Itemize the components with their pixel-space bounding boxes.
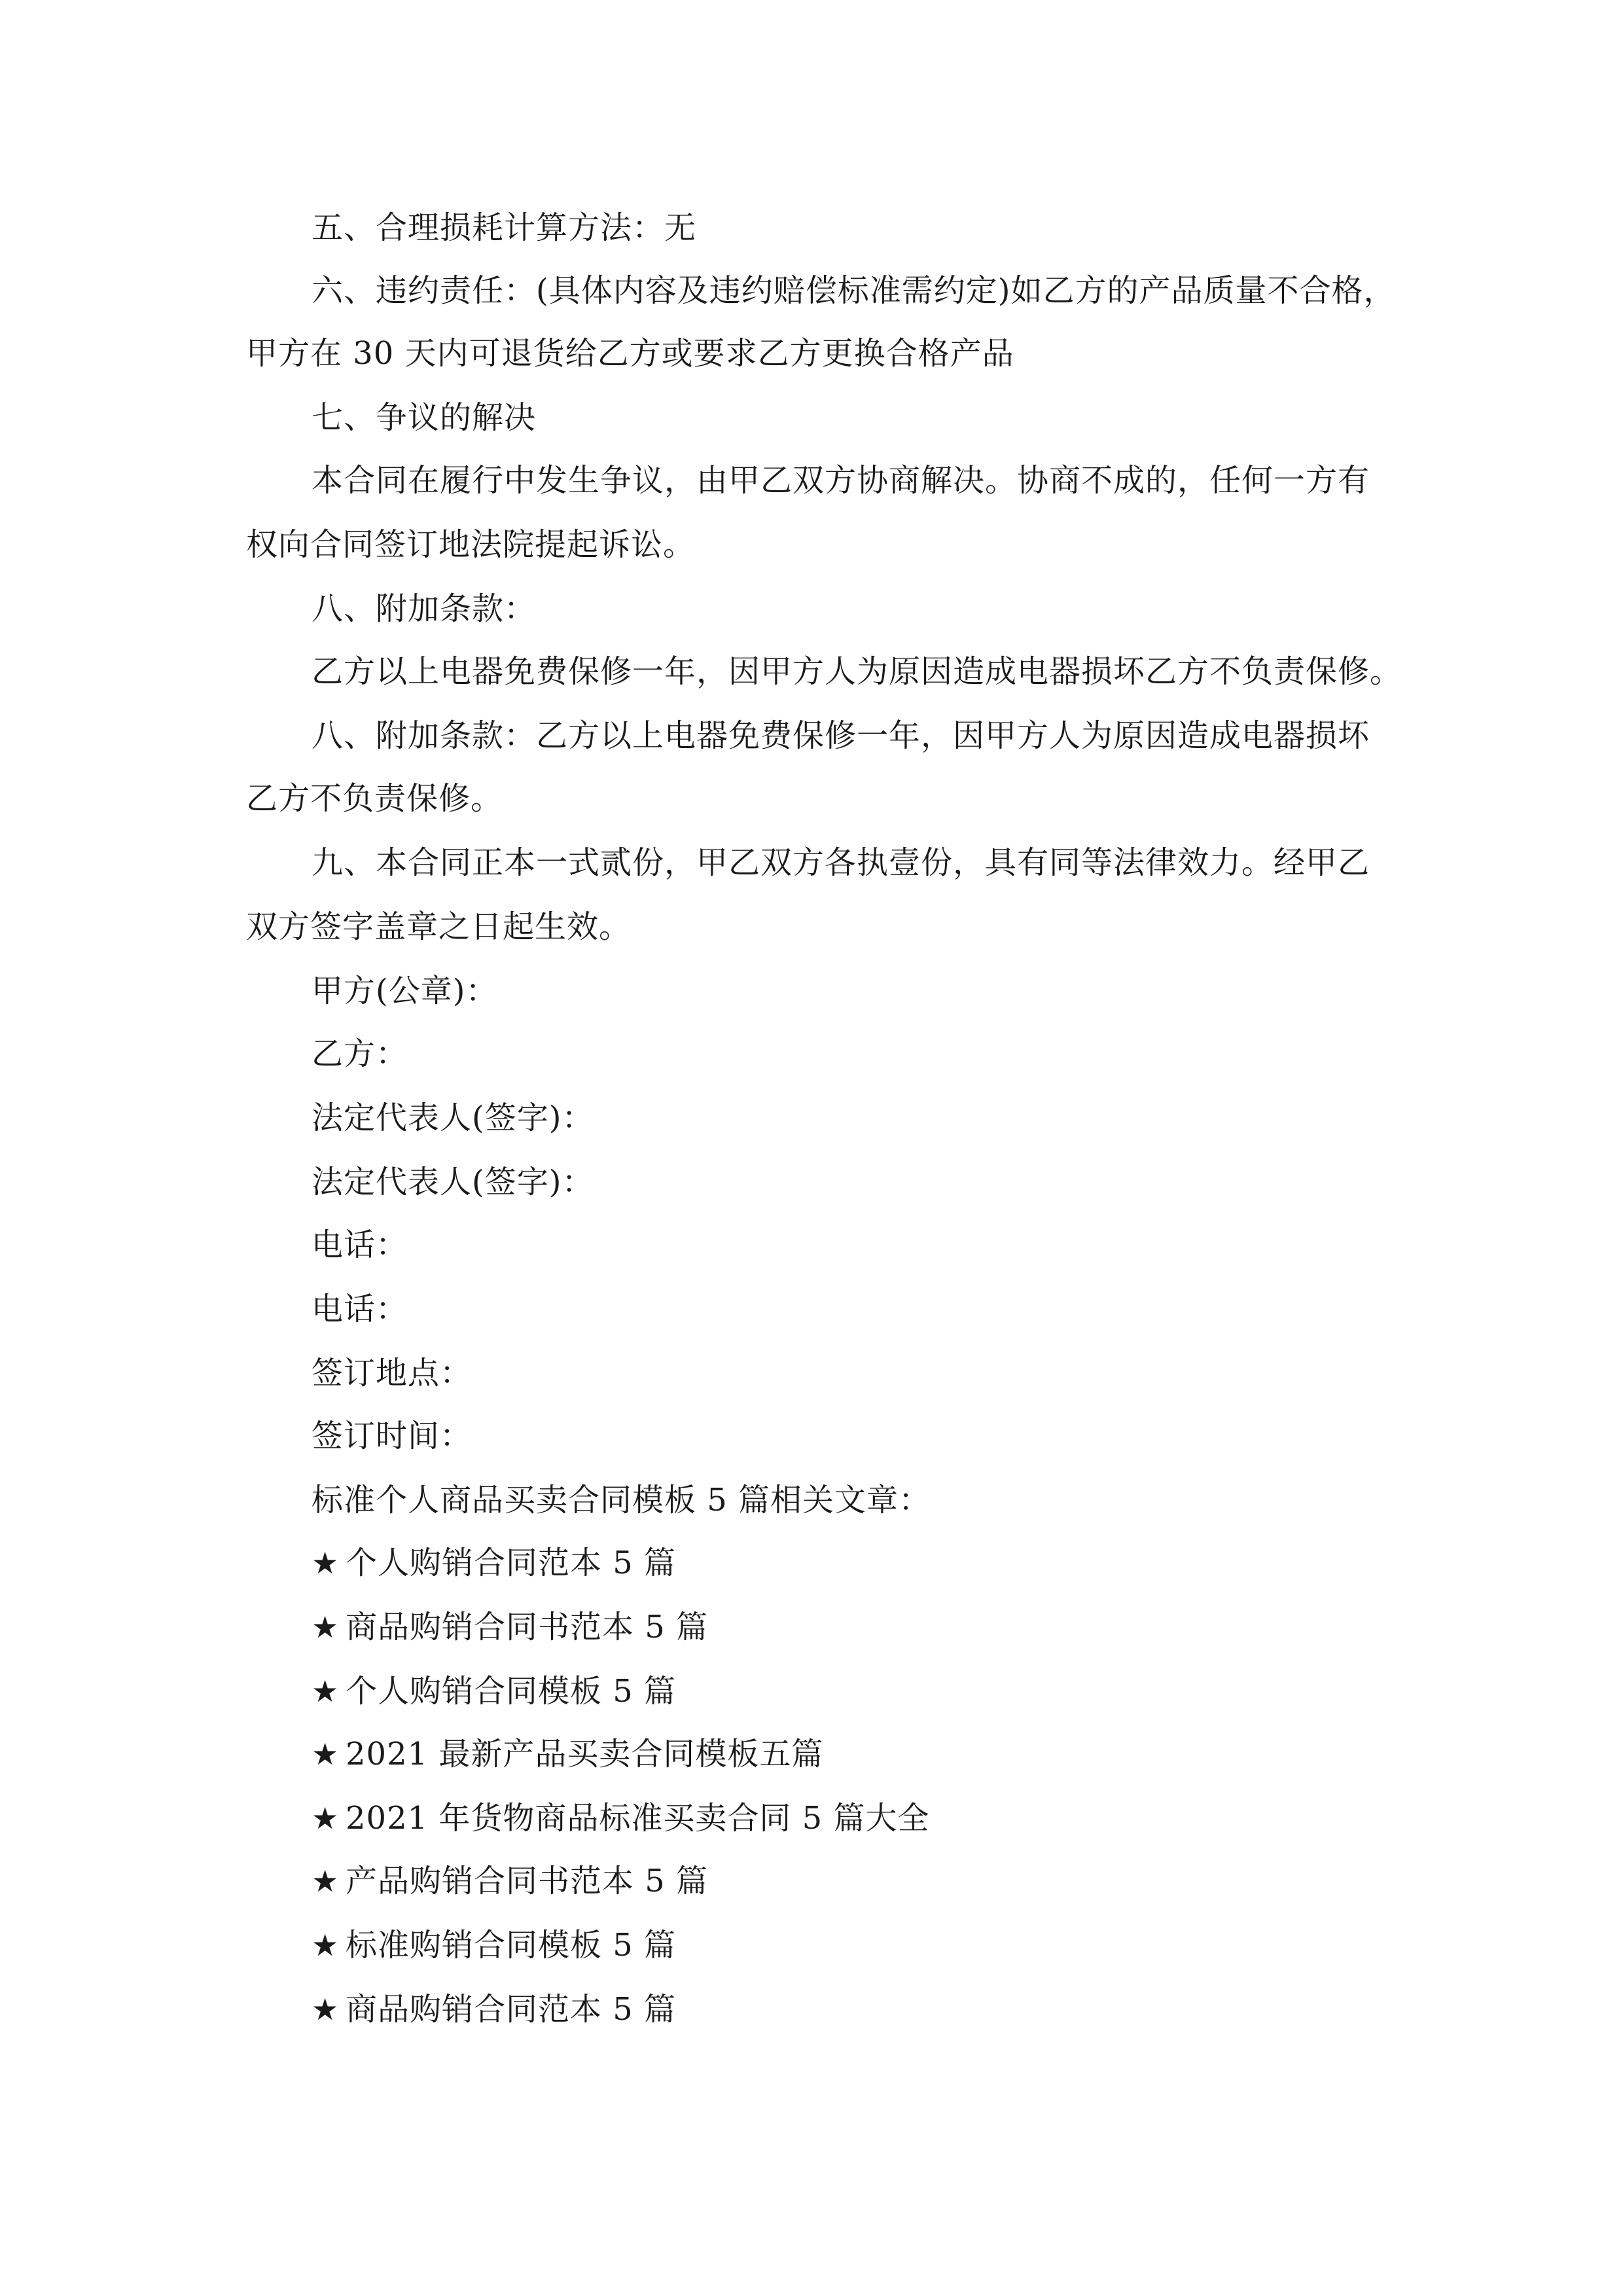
related-link[interactable] [312,1607,708,1647]
related-articles-heading: 标准个人商品买卖合同模板 5 篇相关文章： [312,1482,931,1518]
star-icon: ★ [312,1863,340,1899]
related-link-label[interactable]: 产品购销合同书范本 5 篇 [346,1863,709,1899]
signing-place-field: 签订地点： [312,1355,473,1391]
related-link-label[interactable]: 个人购销合同范本 5 篇 [346,1545,677,1581]
star-icon: ★ [312,1674,340,1709]
related-link-label[interactable]: 商品购销合同范本 5 篇 [346,1991,677,2028]
star-icon: ★ [312,1992,340,2027]
star-icon: ★ [312,1736,340,1772]
related-link-label[interactable]: 标准购销合同模板 5 篇 [346,1927,677,1964]
legal-rep-signature-field-a: 法定代表人(签字)： [312,1100,594,1136]
clause-8-full-line-2: 乙方不负责保修。 [246,780,503,817]
related-link[interactable] [312,1543,676,1583]
related-link[interactable] [312,1672,676,1711]
dispute-line-2: 权向合同签订地法院提起诉讼。 [246,526,696,563]
clause-8-full-line-1: 八、附加条款：乙方以上电器免费保修一年，因甲方人为原因造成电器损坏 [312,717,1370,754]
star-icon: ★ [312,1801,340,1836]
legal-rep-signature-field-b: 法定代表人(签字)： [312,1164,594,1200]
dispute-line-1: 本合同在履行中发生争议，由甲乙双方协商解决。协商不成的，任何一方有 [312,462,1370,499]
phone-field-a: 电话： [312,1227,408,1263]
party-b-field: 乙方： [312,1035,408,1072]
clause-6-line-2: 甲方在 30 天内可退货给乙方或要求乙方更换合格产品 [246,335,1014,372]
star-icon: ★ [312,1928,340,1963]
clause-8-heading: 八、附加条款： [312,590,537,627]
clause-9-line-2: 双方签字盖章之日起生效。 [246,908,632,945]
related-link-label[interactable]: 个人购销合同模板 5 篇 [346,1673,677,1710]
related-link[interactable] [312,1926,676,1965]
related-link[interactable] [312,1990,676,2029]
related-link[interactable] [312,1734,823,1774]
related-link[interactable] [312,1861,708,1901]
signing-time-field: 签订时间： [312,1418,473,1454]
related-link-label[interactable]: 2021 最新产品买卖合同模板五篇 [346,1736,824,1772]
phone-field-b: 电话： [312,1291,408,1327]
related-link-label[interactable]: 商品购销合同书范本 5 篇 [346,1609,709,1645]
related-link-label[interactable]: 2021 年货物商品标准买卖合同 5 篇大全 [346,1800,930,1837]
clause-9-line-1: 九、本合同正本一式贰份，甲乙双方各执壹份，具有同等法律效力。经甲乙 [312,844,1370,881]
party-a-seal-field: 甲方(公章)： [312,973,498,1009]
star-icon: ★ [312,1609,340,1645]
star-icon: ★ [312,1545,340,1581]
clause-5: 五、合理损耗计算方法：无 [312,209,697,246]
related-link[interactable] [312,1799,929,1838]
clause-6-line-1: 六、违约责任：(具体内容及违约赔偿标准需约定)如乙方的产品质量不合格， [312,272,1396,309]
warranty-line: 乙方以上电器免费保修一年，因甲方人为原因造成电器损坏乙方不负责保修。 [312,653,1402,690]
clause-7-heading: 七、争议的解决 [312,399,537,436]
